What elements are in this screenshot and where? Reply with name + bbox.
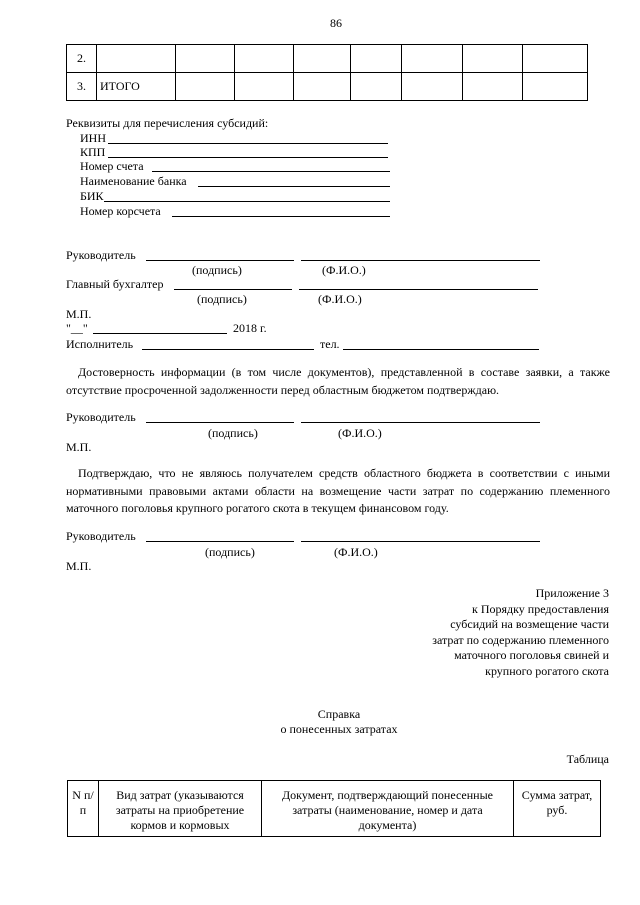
table-cell	[351, 45, 402, 73]
table-cell	[294, 73, 351, 101]
phone-line	[343, 349, 539, 350]
field-label-bik: БИК	[80, 189, 104, 203]
fio-caption: (Ф.И.О.)	[318, 292, 362, 306]
header-number	[68, 781, 99, 837]
header-document: Документ, подтверждающий понесенные затраты (наименование, номер и дата документа)	[262, 781, 514, 837]
field-label-kpp: КПП	[80, 145, 106, 159]
certificate-subtitle: о понесенных затратах	[280, 722, 398, 736]
header-expense-type: Вид затрат (указываются затраты на приобретение кормов и кормовых	[99, 781, 262, 837]
accountant-label: Главный бухгалтер	[66, 277, 164, 291]
fio-line	[299, 289, 538, 290]
executor-label: Исполнитель	[66, 337, 134, 351]
fio-caption: (Ф.И.О.)	[338, 426, 382, 440]
table-cell	[235, 45, 294, 73]
page-number: 86	[330, 16, 342, 30]
confirmation-paragraph: Достоверность информации (в том числе документов), представленной в составе заявки, а также отсутствие просроченной задолженности перед областным бюджетом подтверждаю.	[66, 365, 610, 397]
date-line	[93, 333, 227, 334]
head-label: Руководитель	[66, 529, 136, 543]
appendix-line: затрат по содержанию племенного	[432, 632, 609, 647]
header-amount: Сумма затрат, руб.	[514, 781, 601, 837]
non-recipient-paragraph: Подтверждаю, что не являюсь получателем средств областного бюджета в соответствии с иными нормативными правовыми актами области на возмещение части затрат по содержанию племенного маточного поголовья крупного рогатого скота в текущем финансовом году.	[66, 466, 610, 515]
head-label: Руководитель	[66, 410, 136, 424]
signature-caption: (подпись)	[192, 263, 242, 277]
table-row	[67, 45, 588, 73]
date-quote: "__"	[66, 321, 88, 335]
appendix-block	[432, 586, 609, 680]
executor-line	[142, 349, 314, 350]
field-line-corr-account	[172, 216, 390, 217]
fio-line	[301, 422, 540, 423]
appendix-line: маточного поголовья свиней и	[454, 648, 609, 663]
field-label-bank: Наименование банка	[80, 174, 187, 188]
table-cell	[523, 45, 588, 73]
phone-label: тел.	[320, 337, 340, 351]
table-cell	[176, 45, 235, 73]
table-cell	[463, 73, 523, 101]
signature-caption: (подпись)	[205, 545, 255, 559]
field-line-bik	[104, 201, 390, 202]
table-label: Таблица	[566, 752, 609, 766]
row-number: 2.	[67, 45, 97, 73]
field-label-corr-account: Номер корсчета	[80, 204, 161, 218]
table-cell	[463, 45, 523, 73]
stamp-place: М.П.	[66, 440, 92, 454]
header-number-text: N п/п	[72, 788, 94, 817]
signature-line	[146, 422, 294, 423]
fio-line	[301, 541, 540, 542]
date-year: 2018 г.	[233, 321, 267, 335]
signature-line	[146, 541, 294, 542]
fio-line	[301, 260, 540, 261]
table-cell	[402, 45, 463, 73]
appendix-line: к Порядку предоставления	[471, 601, 609, 616]
row-label	[97, 45, 176, 73]
table-cell	[294, 45, 351, 73]
table-cell	[176, 73, 235, 101]
field-line-bank	[198, 186, 390, 187]
top-table	[66, 44, 588, 101]
table-cell	[402, 73, 463, 101]
expenses-table	[67, 780, 601, 837]
table-cell	[523, 73, 588, 101]
table-row	[67, 73, 588, 101]
signature-line	[174, 289, 292, 290]
fio-caption: (Ф.И.О.)	[322, 263, 366, 277]
table-cell	[235, 73, 294, 101]
field-line-kpp	[108, 157, 388, 158]
signature-line	[146, 260, 294, 261]
signature-caption: (подпись)	[208, 426, 258, 440]
certificate-title: Справка	[317, 707, 361, 721]
table-cell	[351, 73, 402, 101]
signature-caption: (подпись)	[197, 292, 247, 306]
appendix-line: Приложение 3	[535, 586, 609, 600]
field-line-account	[152, 171, 390, 172]
fio-caption: (Ф.И.О.)	[334, 545, 378, 559]
stamp-place: М.П.	[66, 559, 92, 573]
appendix-line: субсидий на возмещение части	[450, 617, 609, 632]
requisites-title: Реквизиты для перечисления субсидий:	[66, 116, 269, 130]
field-line-inn	[108, 143, 388, 144]
appendix-line: крупного рогатого скота	[485, 663, 609, 678]
field-label-account: Номер счета	[80, 159, 144, 173]
field-label-inn: ИНН	[80, 131, 106, 145]
row-number: 3.	[67, 73, 97, 101]
row-label: ИТОГО	[97, 73, 176, 101]
table-header-row	[68, 781, 601, 837]
stamp-place: М.П.	[66, 307, 92, 321]
head-label: Руководитель	[66, 248, 136, 262]
